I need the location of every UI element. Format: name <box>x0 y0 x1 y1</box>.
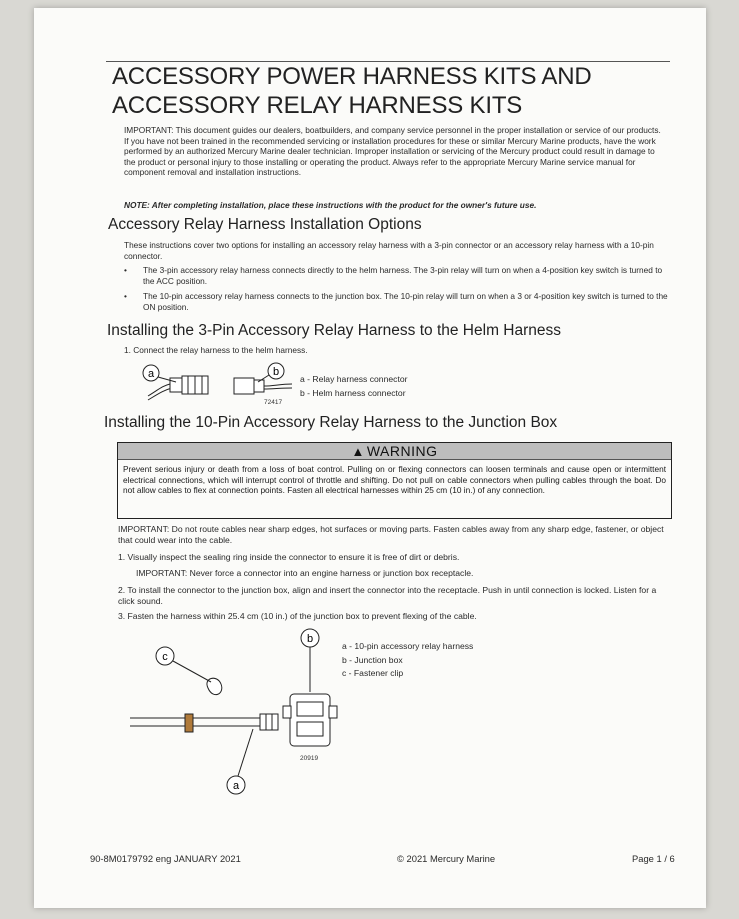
figure-number-72417: 72417 <box>264 399 283 406</box>
legend-item-a: a - Relay harness connector <box>300 374 408 384</box>
figure-number-20919: 20919 <box>300 755 319 762</box>
footer-copyright: © 2021 Mercury Marine <box>397 853 496 864</box>
warning-text: Prevent serious injury or death from a loss of boat control. Pulling on or flexing connectors can loosen terminals and cause open or intermittent electrical connections, which will interrupt control of throttle and shifting. Do not pull on cable connectors when pulling cables through the boat. Do not allow cables to flex at connection points. Fasten all electrical harnesses within 25 cm (10 in.) of any connection. <box>123 464 666 496</box>
bullet-3pin-text: The 3-pin accessory relay harness connects directly to the helm harness. The 3-pin relay will turn on when a 4-position key switch is turned to the ACC position. <box>143 265 663 286</box>
callout-a-leader <box>238 729 253 776</box>
section-heading-options: Accessory Relay Harness Installation Options <box>108 216 422 233</box>
legend-item-c: c - Fastener clip <box>342 668 404 678</box>
footer-page-number: Page 1 / 6 <box>632 853 675 864</box>
step-install-connector: 2. To install the connector to the junction box, align and insert the connector into the receptacle. Push in until connection is locked. Listen for a click sound. <box>118 585 657 606</box>
title-line-2: ACCESSORY RELAY HARNESS KITS <box>112 92 523 119</box>
step-inspect-seal: 1. Visually inspect the sealing ring inside the connector to ensure it is free of dirt or debris. <box>118 552 460 562</box>
options-intro: These instructions cover two options for installing an accessory relay harness with a 3-pin connector or an accessory relay harness with a 10-pin connector. <box>124 240 654 261</box>
helm-harness-connector-drawing <box>234 378 292 394</box>
warning-triangle-icon: ▲ <box>351 444 365 459</box>
legend-item-a: a - 10-pin accessory relay harness <box>342 641 474 651</box>
callout-a-label: a <box>232 780 240 792</box>
three-pin-connector-figure <box>140 360 300 408</box>
callout-c-label: c <box>162 651 168 663</box>
warning-header <box>118 443 671 460</box>
bullet-10pin-text: The 10-pin accessory relay harness connects to the junction box. The 10-pin relay will turn on when a 3 or 4-position key switch is turned to the ON position. <box>143 291 668 312</box>
title-line-1: ACCESSORY POWER HARNESS KITS AND <box>112 63 592 90</box>
fastener-band <box>185 714 193 732</box>
callout-a-label: a <box>147 368 155 380</box>
legend-item-b: b - Helm harness connector <box>300 387 406 398</box>
step-connect-harness: 1. Connect the relay harness to the helm harness. <box>124 345 308 355</box>
harness-connector-drawing <box>260 714 278 730</box>
callout-c-leader <box>173 661 211 682</box>
important-never-force: IMPORTANT: Never force a connector into an engine harness or junction box receptacle. <box>136 568 474 578</box>
warning-title: WARNING <box>366 443 438 459</box>
step-fasten-harness: 3. Fasten the harness within 25.4 cm (10 in.) of the junction box to prevent flexing of the cable. <box>118 611 477 621</box>
relay-harness-connector-drawing <box>148 376 208 400</box>
callout-b-label: b <box>306 633 314 645</box>
junction-box-figure <box>125 626 345 796</box>
callout-b-label: b <box>272 366 280 378</box>
legend-item-b: b - Junction box <box>342 654 403 665</box>
section-heading-10pin: Installing the 10-Pin Accessory Relay Harness to the Junction Box <box>104 414 558 431</box>
section-heading-3pin: Installing the 3-Pin Accessory Relay Harness to the Helm Harness <box>107 322 562 339</box>
figure-legend-10pin <box>342 640 473 681</box>
warning-box <box>117 442 672 519</box>
important-intro: IMPORTANT: This document guides our dealers, boatbuilders, and company service personnel in the proper installation or service of our products. If you have not been trained in the recommended servicing or installation procedures for these or similar Mercury Marine products, have the work performed by an authorized Mercury Marine dealer technician. Improper installation or servicing of the Mercury product could result in damage to the product or personal injury to those installing or operating the product. Always refer to the appropriate Mercury Marine service manual for component removal and installation instructions. <box>124 125 661 178</box>
footer-doc-number: 90-8M0179792 eng JANUARY 2021 <box>90 853 241 864</box>
figure-legend-3pin <box>300 373 407 400</box>
page-title <box>112 62 672 120</box>
important-routing: IMPORTANT: Do not route cables near sharp edges, hot surfaces or moving parts. Fasten cables away from any sharp edge, fastener, or object that could wear into the cable. <box>118 524 664 545</box>
note: NOTE: After completing installation, place these instructions with the product for the owner's future use. <box>124 200 537 210</box>
